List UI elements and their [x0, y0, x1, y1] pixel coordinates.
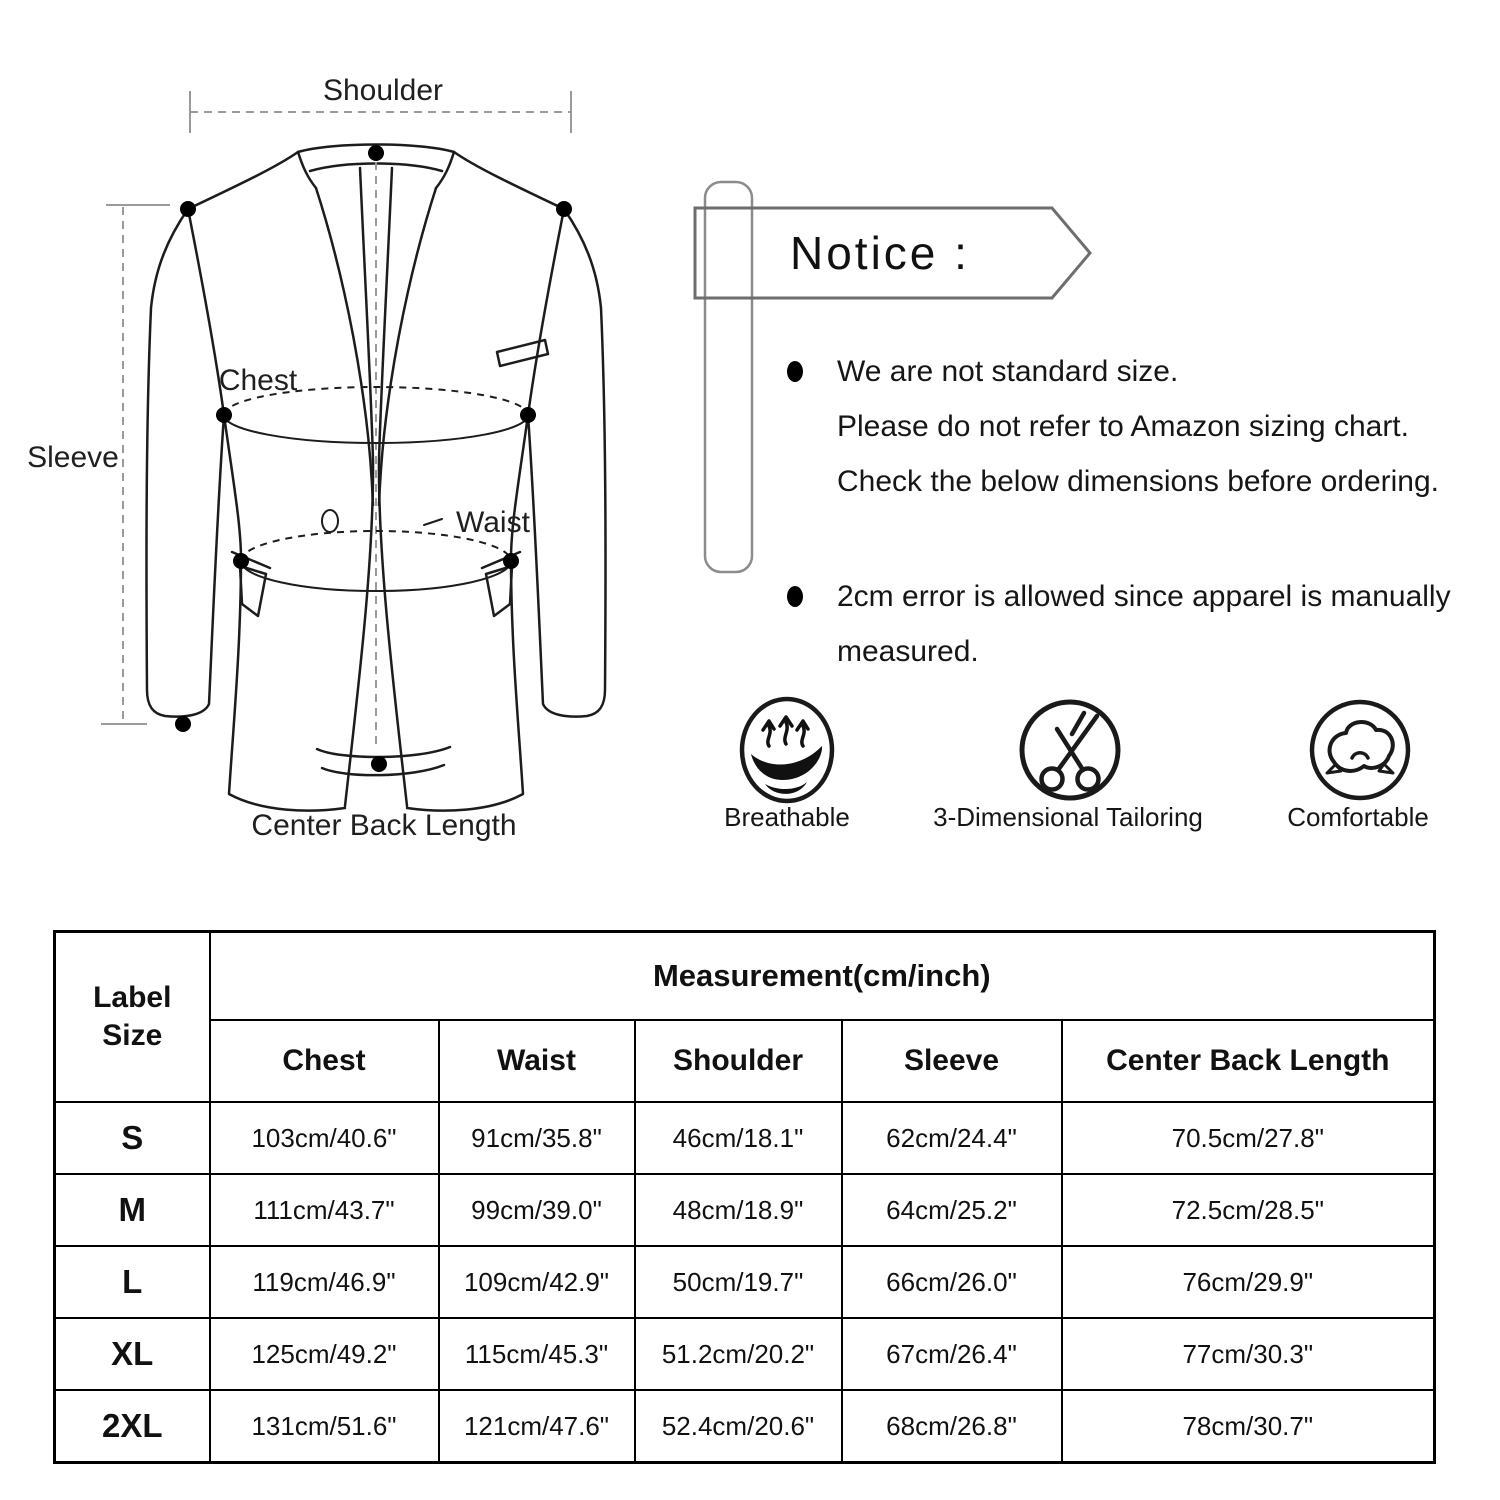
jacket-diagram	[27, 60, 720, 870]
column-header-waist: Waist	[439, 1020, 635, 1102]
center-back-length-cell: 70.5cm/27.8"	[1062, 1102, 1435, 1174]
notice-line: Check the below dimensions before ordering.	[837, 465, 1440, 498]
center-back-length-label: Center Back Length	[251, 809, 517, 842]
notice-line: Please do not refer to Amazon sizing chart.	[837, 410, 1409, 443]
column-header-center-back-length: Center Back Length	[1062, 1020, 1435, 1102]
notice-bullet	[785, 344, 1485, 509]
waist-cell: 121cm/47.6"	[439, 1390, 635, 1463]
sleeve-cell: 68cm/26.8"	[842, 1390, 1062, 1463]
shoulder-label: Shoulder	[322, 74, 444, 107]
bullet-dot-icon	[787, 586, 803, 607]
shoulder-cell: 50cm/19.7"	[635, 1246, 842, 1318]
table-corner-header	[55, 932, 210, 1103]
waist-cell: 91cm/35.8"	[439, 1102, 635, 1174]
size-cell: XL	[55, 1318, 210, 1390]
notice-bullet	[785, 569, 1485, 679]
column-header-sleeve: Sleeve	[842, 1020, 1062, 1102]
center-back-length-cell: 72.5cm/28.5"	[1062, 1174, 1435, 1246]
sleeve-cell: 67cm/26.4"	[842, 1318, 1062, 1390]
notice-line: 2cm error is allowed since apparel is manually	[837, 580, 1451, 613]
center-back-length-cell: 76cm/29.9"	[1062, 1246, 1435, 1318]
chest-cell: 119cm/46.9"	[210, 1246, 439, 1318]
size-cell: 2XL	[55, 1390, 210, 1463]
notice-line: We are not standard size.	[837, 355, 1179, 388]
chest-cell: 103cm/40.6"	[210, 1102, 439, 1174]
sign-post	[705, 182, 752, 572]
waist-cell: 109cm/42.9"	[439, 1246, 635, 1318]
shoulder-cell: 48cm/18.9"	[635, 1174, 842, 1246]
feature-label-comfortable: Comfortable	[1287, 802, 1429, 832]
sleeve-label: Sleeve	[27, 441, 119, 474]
bullet-dot-icon	[787, 361, 803, 382]
center-back-length-cell: 78cm/30.7"	[1062, 1390, 1435, 1463]
notice-line: measured.	[837, 635, 979, 668]
sleeve-cell: 62cm/24.4"	[842, 1102, 1062, 1174]
size-cell: L	[55, 1246, 210, 1318]
center-back-length-cell: 77cm/30.3"	[1062, 1318, 1435, 1390]
breathable-icon	[729, 694, 845, 810]
notice-title: Notice :	[790, 227, 970, 279]
notice-bullets	[785, 344, 1485, 679]
chest-cell: 131cm/51.6"	[210, 1390, 439, 1463]
column-header-chest: Chest	[210, 1020, 439, 1102]
size-cell: M	[55, 1174, 210, 1246]
waist-cell: 99cm/39.0"	[439, 1174, 635, 1246]
tailoring-scissors-icon	[1012, 692, 1128, 808]
chest-cell: 111cm/43.7"	[210, 1174, 439, 1246]
sleeve-cell: 66cm/26.0"	[842, 1246, 1062, 1318]
chest-cell: 125cm/49.2"	[210, 1318, 439, 1390]
table-row-xl	[55, 1318, 1435, 1390]
size-table	[53, 930, 1436, 1464]
sleeve-cell: 64cm/25.2"	[842, 1174, 1062, 1246]
waist-cell: 115cm/45.3"	[439, 1318, 635, 1390]
measure-guides	[101, 91, 571, 748]
table-row-m	[55, 1174, 1435, 1246]
chest-label: Chest	[218, 364, 298, 397]
table-row-l	[55, 1246, 1435, 1318]
shoulder-cell: 51.2cm/20.2"	[635, 1318, 842, 1390]
feature-label-tailoring: 3-Dimensional Tailoring	[933, 802, 1203, 832]
corner-line-1: Label	[93, 981, 172, 1014]
waist-label: Waist	[456, 506, 530, 539]
size-cell: S	[55, 1102, 210, 1174]
measurement-group-header: Measurement(cm/inch)	[210, 932, 1435, 1021]
feature-label-breathable: Breathable	[724, 802, 850, 832]
corner-line-2: Size	[102, 1019, 163, 1052]
table-row-2xl	[55, 1390, 1435, 1463]
shoulder-cell: 52.4cm/20.6"	[635, 1390, 842, 1463]
column-header-shoulder: Shoulder	[635, 1020, 842, 1102]
table-row-s	[55, 1102, 1435, 1174]
comfortable-cotton-icon	[1302, 692, 1418, 808]
shoulder-cell: 46cm/18.1"	[635, 1102, 842, 1174]
